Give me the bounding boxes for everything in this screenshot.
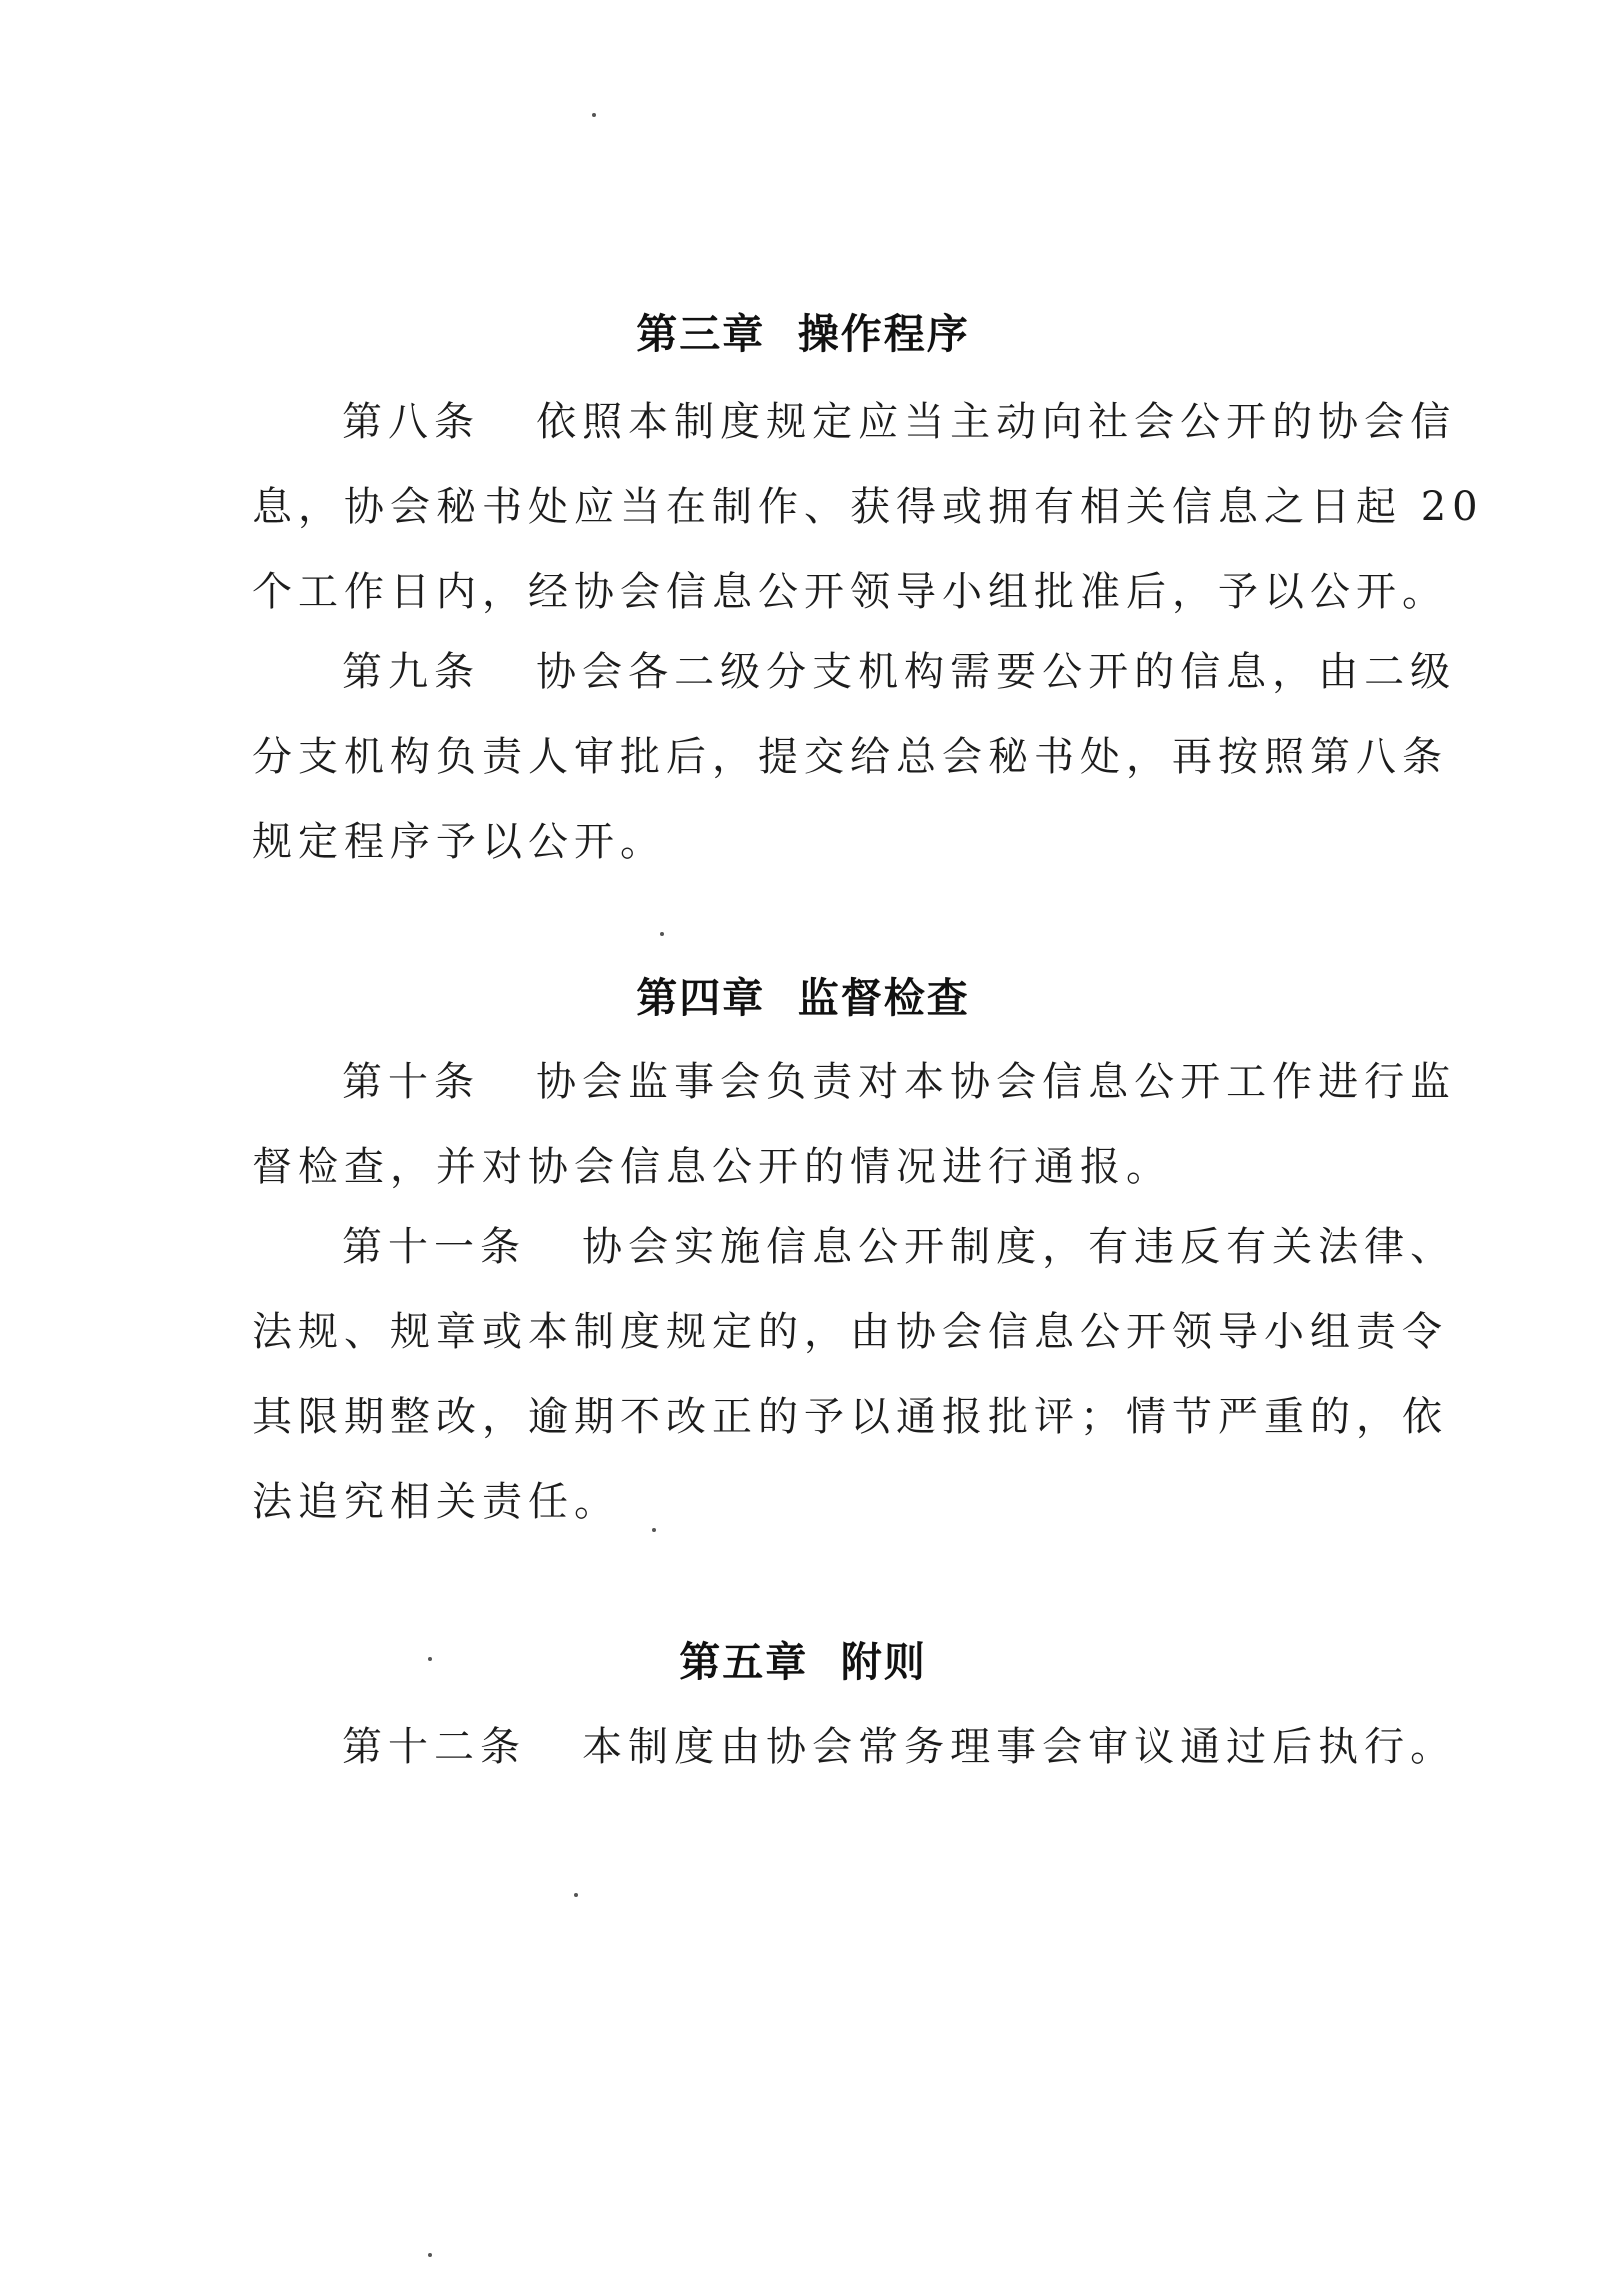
scan-speck — [428, 1657, 432, 1661]
article-12 — [252, 1705, 1457, 1790]
article-10 — [252, 1040, 1457, 1210]
article-line: 规定程序予以公开。 — [252, 819, 666, 865]
scan-speck — [428, 2253, 432, 2257]
chapter-title: 第四章 监督检查 — [636, 974, 970, 1022]
article-line: 第十二条 本制度由协会常务理事会审议通过后执行。 — [342, 1724, 1457, 1770]
article-8 — [252, 380, 1484, 635]
chapter-title: 第三章 操作程序 — [636, 310, 970, 358]
scan-speck — [652, 1528, 656, 1532]
article-line: 其限期整改，逾期不改正的予以通报批评；情节严重的，依 — [252, 1394, 1448, 1440]
article-line: 第九条 协会各二级分支机构需要公开的信息，由二级 — [342, 649, 1457, 695]
article-line: 第十条 协会监事会负责对本协会信息公开工作进行监 — [342, 1059, 1457, 1105]
article-9 — [252, 630, 1457, 885]
scan-speck — [592, 113, 596, 117]
article-line: 第八条 依照本制度规定应当主动向社会公开的协会信 — [342, 399, 1457, 445]
article-line: 息，协会秘书处应当在制作、获得或拥有相关信息之日起 20 — [252, 484, 1484, 530]
article-line: 个工作日内，经协会信息公开领导小组批准后，予以公开。 — [252, 569, 1448, 615]
article-11 — [252, 1205, 1457, 1545]
article-line: 法规、规章或本制度规定的，由协会信息公开领导小组责令 — [252, 1309, 1448, 1355]
article-line: 督检查，并对协会信息公开的情况进行通报。 — [252, 1144, 1172, 1190]
chapter-title: 第五章 附则 — [679, 1638, 927, 1686]
article-line: 法追究相关责任。 — [252, 1479, 620, 1525]
article-line: 分支机构负责人审批后，提交给总会秘书处，再按照第八条 — [252, 734, 1448, 780]
article-line: 第十一条 协会实施信息公开制度，有违反有关法律、 — [342, 1224, 1457, 1270]
scan-speck — [574, 1893, 578, 1897]
scan-speck — [660, 932, 664, 936]
